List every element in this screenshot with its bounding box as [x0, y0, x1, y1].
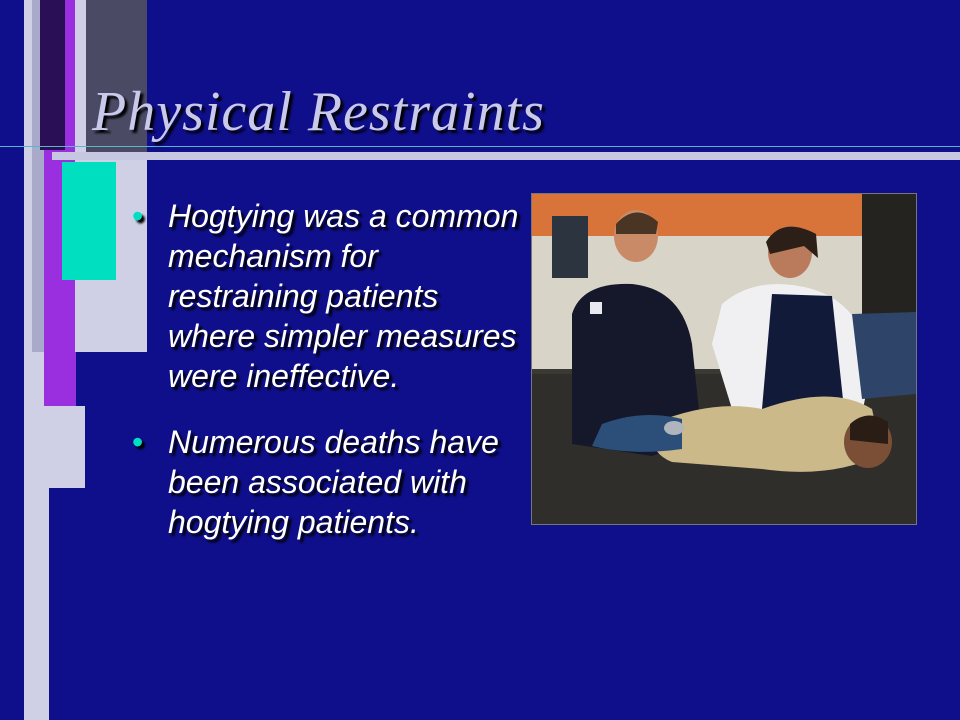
bullet-item	[128, 422, 528, 542]
title-underline-bar	[52, 152, 960, 160]
decor-block-teal	[62, 162, 116, 280]
bullet-item	[128, 196, 528, 396]
bullet-text: Numerous deaths have been associated with hogtying patients.	[168, 424, 499, 540]
slide-title: Physical Restraints	[92, 81, 545, 143]
title-underline-thin	[0, 146, 960, 147]
bullet-marker: •	[132, 424, 144, 460]
bullet-marker: •	[132, 198, 144, 234]
decor-bar-dark	[40, 0, 65, 150]
bullet-text: Hogtying was a common mechanism for restraining patients where simpler measures were ineffective.	[168, 198, 519, 394]
decor-block-light	[48, 406, 85, 488]
paramedics-restraint-photo	[531, 193, 917, 525]
bullet-list	[128, 196, 528, 568]
